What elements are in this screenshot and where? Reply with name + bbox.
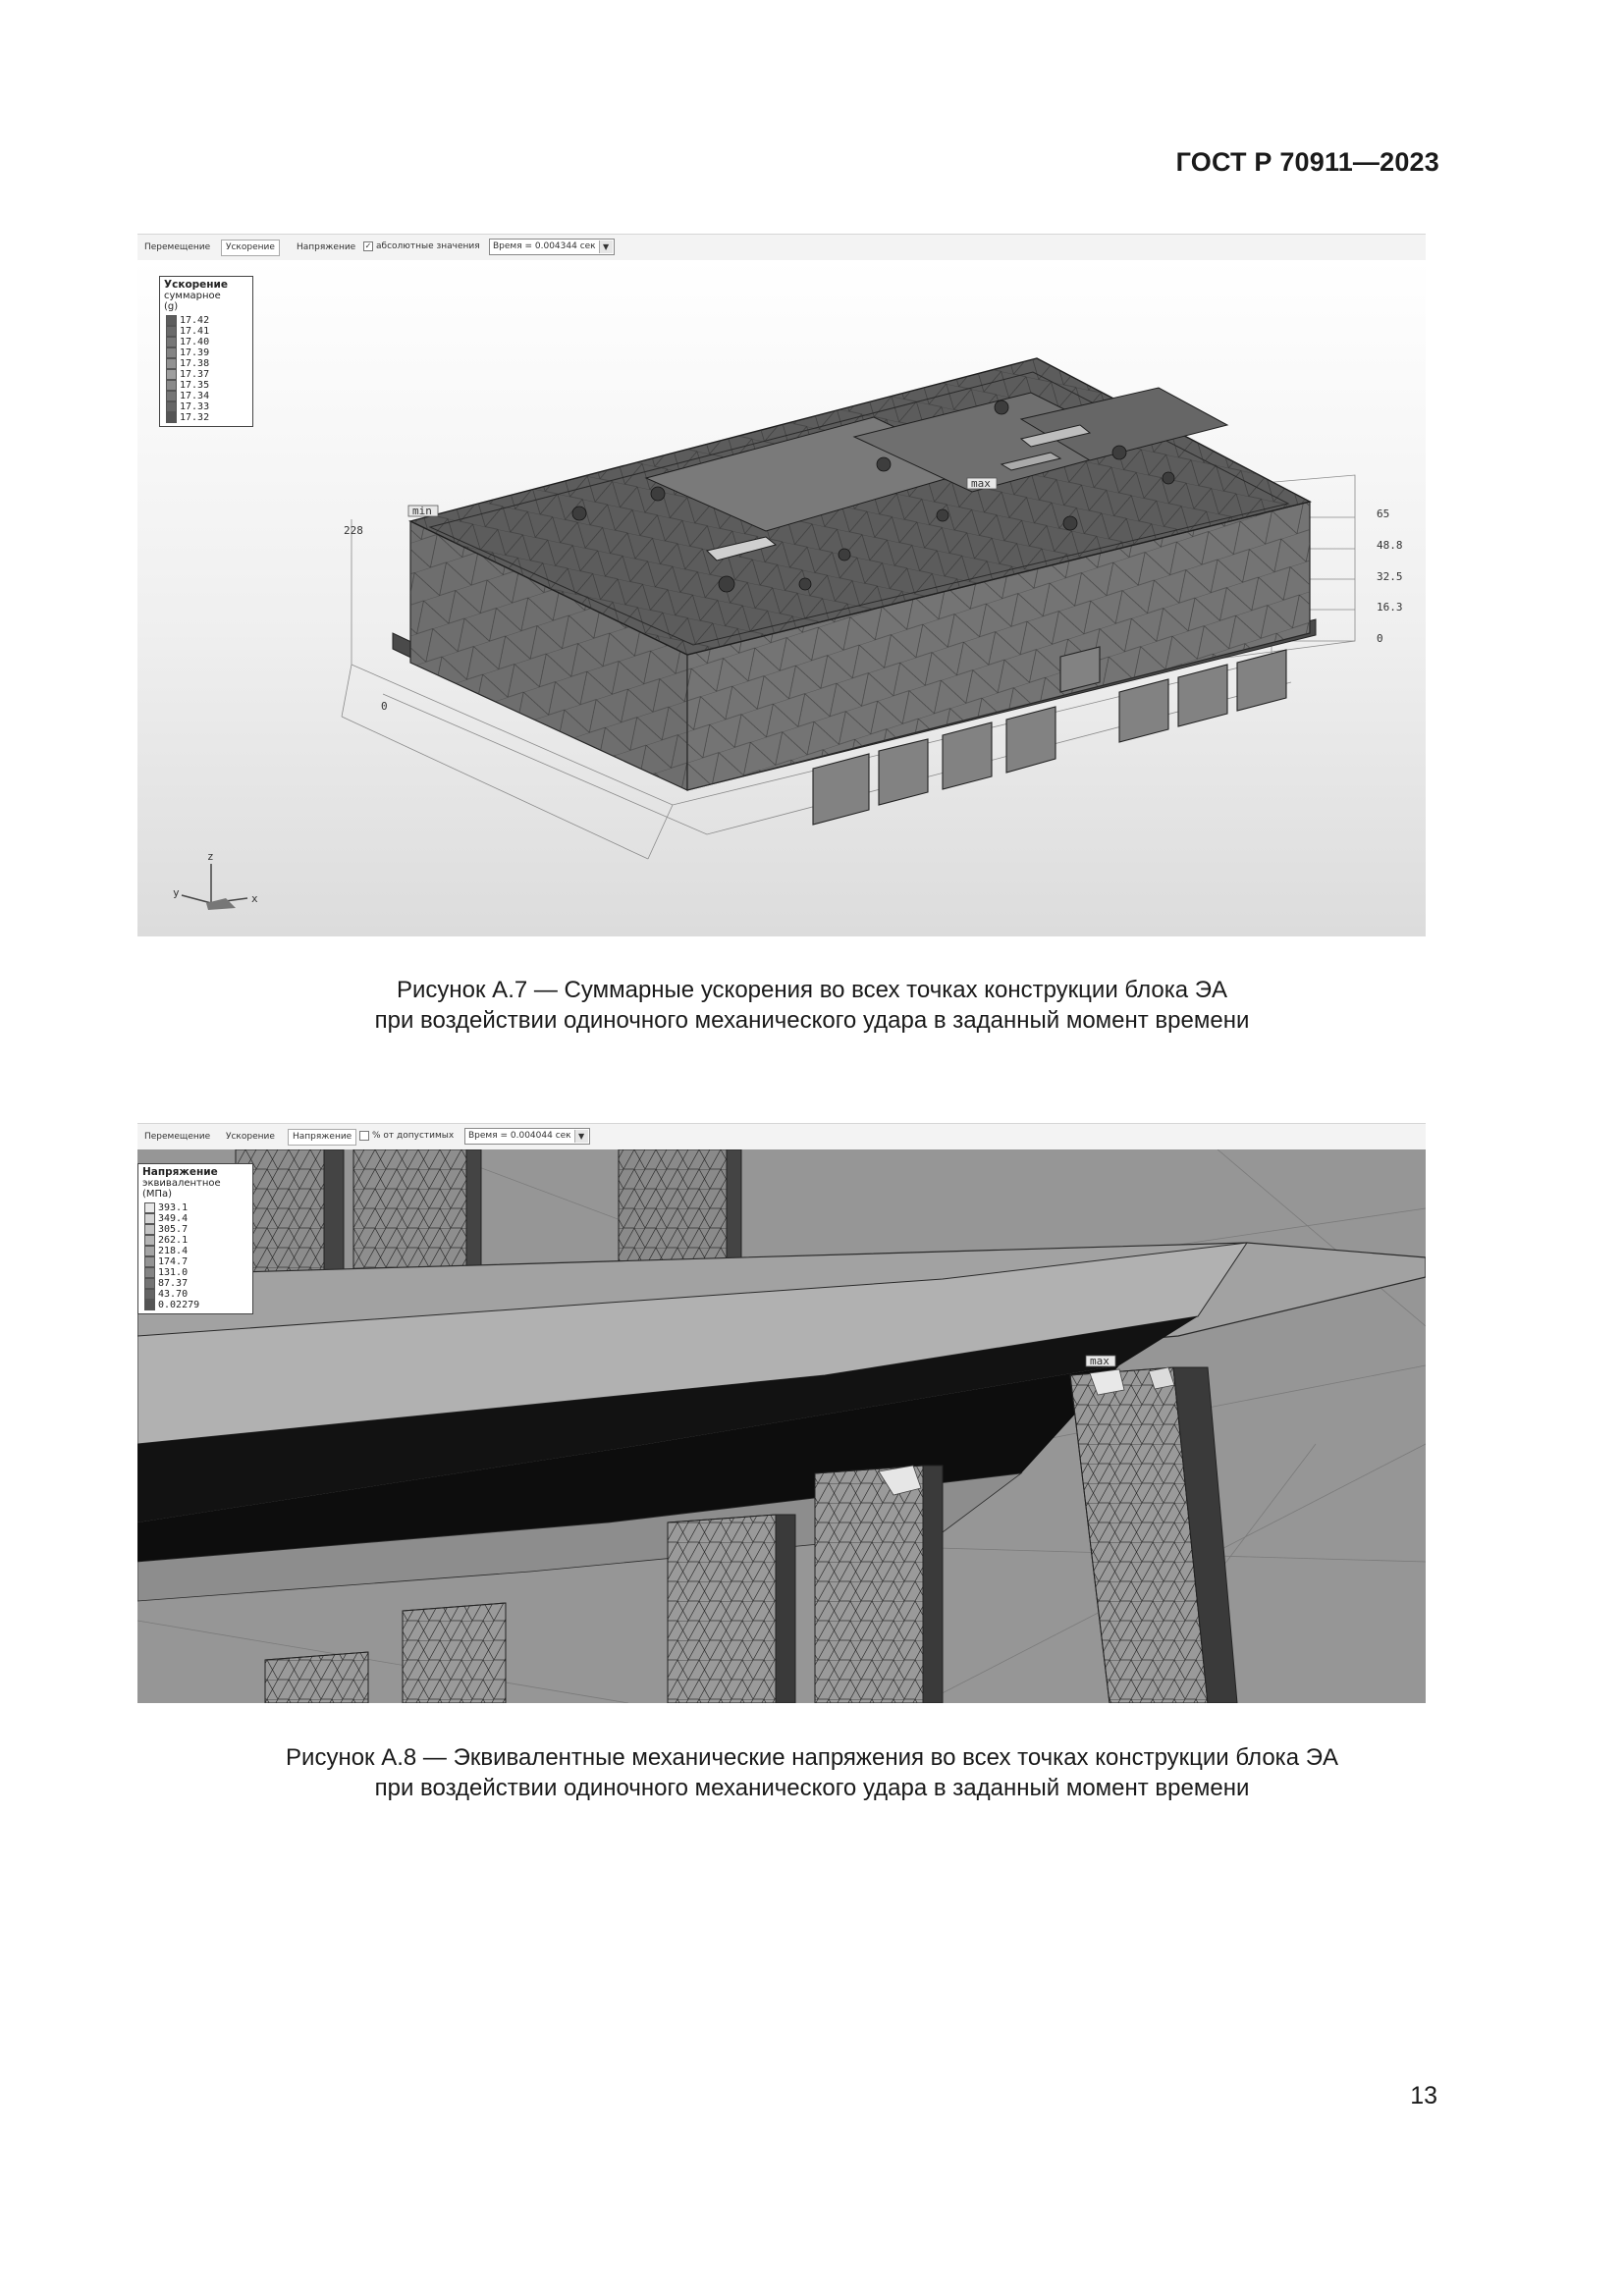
legend-swatch <box>144 1289 155 1300</box>
min-marker <box>408 505 438 517</box>
scale-label: 65 <box>1377 507 1390 520</box>
legend-entry <box>164 326 248 337</box>
legend-value: 17.34 <box>180 391 210 401</box>
legend-swatch <box>166 401 177 412</box>
color-legend <box>159 276 253 427</box>
legend-value: 17.41 <box>180 326 210 337</box>
chevron-down-icon[interactable]: ▼ <box>574 1130 588 1143</box>
legend-value: 0.02279 <box>158 1300 200 1310</box>
legend-value: 17.32 <box>180 412 210 423</box>
caption-line: Рисунок А.8 — Эквивалентные механические напряжения во всех точках конструкции блока ЭА <box>286 1744 1338 1771</box>
legend-value: 131.0 <box>158 1267 189 1278</box>
legend-entry <box>142 1278 248 1289</box>
legend-entry <box>142 1256 248 1267</box>
legend-swatch <box>144 1278 155 1289</box>
legend-swatch <box>144 1267 155 1278</box>
legend-value: 305.7 <box>158 1224 189 1235</box>
model-render <box>137 260 1426 936</box>
legend-swatch <box>166 358 177 369</box>
figure-a7 <box>137 234 1426 936</box>
tab-stress[interactable]: Напряжение <box>288 1129 356 1146</box>
legend-entry <box>142 1300 248 1310</box>
legend-entry <box>142 1202 248 1213</box>
legend-entry <box>164 412 248 423</box>
legend-swatch <box>144 1300 155 1310</box>
legend-title: Напряжение <box>142 1166 218 1178</box>
scale-label: 0 <box>1377 632 1383 645</box>
legend-value: 218.4 <box>158 1246 189 1256</box>
legend-value: 43.70 <box>158 1289 189 1300</box>
legend-swatch <box>144 1213 155 1224</box>
legend-unit: (МПа) <box>142 1189 173 1200</box>
legend-unit: (g) <box>164 301 179 312</box>
model-render <box>137 1149 1426 1703</box>
legend-swatch <box>166 391 177 401</box>
legend-swatch <box>166 315 177 326</box>
caption-line: при воздействии одиночного механического удара в заданный момент времени <box>374 1775 1250 1801</box>
scale-label: 228 <box>344 524 363 537</box>
tab-acceleration[interactable]: Ускорение <box>221 240 280 256</box>
absolute-values-checkbox[interactable] <box>363 240 480 254</box>
legend-swatch <box>144 1256 155 1267</box>
figure-a8-toolbar <box>137 1123 1426 1150</box>
legend-entry <box>164 347 248 358</box>
checkbox-label: абсолютные значения <box>376 241 480 251</box>
legend-value: 262.1 <box>158 1235 189 1246</box>
legend-entry <box>142 1246 248 1256</box>
tab-displacement[interactable]: Перемещение <box>144 1132 211 1142</box>
scale-label: 16.3 <box>1377 601 1403 614</box>
legend-value: 393.1 <box>158 1202 189 1213</box>
caption-line: при воздействии одиночного механического удара в заданный момент времени <box>374 1007 1250 1034</box>
legend-value: 17.40 <box>180 337 210 347</box>
time-select[interactable] <box>464 1128 590 1145</box>
svg-text:min: min <box>412 505 432 517</box>
max-marker <box>967 477 997 490</box>
checkbox-label: % от допустимых <box>372 1131 455 1141</box>
chevron-down-icon[interactable]: ▼ <box>599 240 613 253</box>
checkbox-unchecked-icon[interactable] <box>359 1131 369 1141</box>
legend-value: 17.42 <box>180 315 210 326</box>
svg-text:y: y <box>173 886 180 899</box>
legend-swatch <box>166 347 177 358</box>
figure-a8-caption <box>0 1742 1624 1803</box>
svg-text:max: max <box>1090 1355 1110 1367</box>
legend-entry <box>164 369 248 380</box>
color-legend <box>137 1163 253 1314</box>
legend-entry <box>142 1289 248 1300</box>
legend-swatch <box>144 1202 155 1213</box>
legend-swatch <box>166 380 177 391</box>
checkbox-checked-icon[interactable]: ✓ <box>364 240 372 250</box>
max-marker <box>1086 1355 1115 1367</box>
legend-swatch <box>166 412 177 423</box>
legend-swatch <box>144 1224 155 1235</box>
legend-swatch <box>144 1235 155 1246</box>
svg-text:max: max <box>971 477 991 490</box>
time-select-value: Время = 0.004044 сек <box>468 1131 571 1141</box>
svg-text:z: z <box>207 850 214 863</box>
legend-value: 17.33 <box>180 401 210 412</box>
figure-a7-caption <box>0 975 1624 1036</box>
legend-value: 17.38 <box>180 358 210 369</box>
figure-a7-toolbar <box>137 234 1426 261</box>
legend-swatch <box>166 326 177 337</box>
legend-swatch <box>166 337 177 347</box>
tab-stress[interactable]: Напряжение <box>297 242 356 252</box>
legend-entry <box>142 1213 248 1224</box>
legend-entry <box>164 401 248 412</box>
model-viewport[interactable] <box>137 1149 1426 1703</box>
legend-title: Ускорение <box>164 279 229 291</box>
legend-entry <box>142 1224 248 1235</box>
legend-entry <box>142 1267 248 1278</box>
legend-value: 174.7 <box>158 1256 189 1267</box>
legend-value: 17.37 <box>180 369 210 380</box>
legend-scale <box>142 1202 248 1310</box>
tab-acceleration[interactable]: Ускорение <box>226 1132 275 1142</box>
page-number: 13 <box>1410 2082 1437 2109</box>
scale-label: 0 <box>381 700 388 713</box>
legend-value: 17.35 <box>180 380 210 391</box>
time-select[interactable] <box>489 239 615 255</box>
legend-entry <box>142 1235 248 1246</box>
legend-scale <box>164 315 248 423</box>
percent-allowed-checkbox[interactable] <box>359 1129 454 1144</box>
figure-a8 <box>137 1123 1426 1703</box>
legend-value: 349.4 <box>158 1213 189 1224</box>
standard-number: ГОСТ Р 70911—2023 <box>1175 147 1439 177</box>
legend-subtitle: суммарное <box>164 291 221 301</box>
model-viewport[interactable] <box>137 260 1426 936</box>
legend-entry <box>164 315 248 326</box>
scale-label: 32.5 <box>1377 570 1403 583</box>
caption-line: Рисунок А.7 — Суммарные ускорения во всех точках конструкции блока ЭА <box>397 977 1227 1003</box>
legend-entry <box>164 358 248 369</box>
scale-label: 48.8 <box>1377 539 1403 552</box>
legend-swatch <box>166 369 177 380</box>
legend-value: 17.39 <box>180 347 210 358</box>
legend-entry <box>164 391 248 401</box>
time-select-value: Время = 0.004344 сек <box>493 241 596 251</box>
legend-value: 87.37 <box>158 1278 189 1289</box>
legend-entry <box>164 380 248 391</box>
svg-text:x: x <box>251 892 258 905</box>
legend-entry <box>164 337 248 347</box>
legend-subtitle: эквивалентное <box>142 1178 221 1189</box>
legend-swatch <box>144 1246 155 1256</box>
tab-displacement[interactable]: Перемещение <box>144 242 211 252</box>
